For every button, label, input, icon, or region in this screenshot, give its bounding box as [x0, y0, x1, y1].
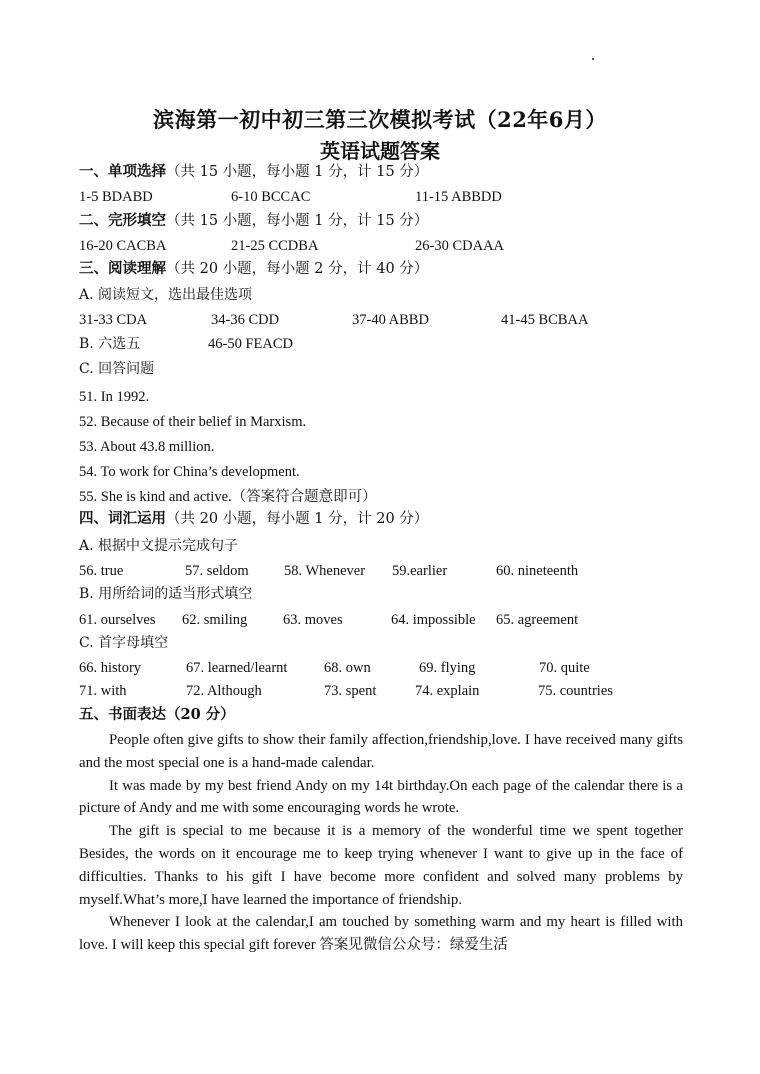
answer-51: 51. In 1992. [79, 389, 150, 405]
essay-paragraph-4 [79, 911, 683, 957]
answer-6-10: 6-10 BCCAC [231, 189, 311, 205]
essay-paragraph-3: The gift is special to me because it is a memory of the wonderful time we spent together Besides, the words on it encourage me to keep trying whenever I want to give up in the face of difficulties. Thanks to his gift I have become more confident and solved many problems by myself.What’s more,I have learned the importance of friendship. [79, 823, 683, 908]
answer-54: 54. To work for China’s development. [79, 464, 300, 480]
section-2-heading [79, 212, 428, 230]
essay-paragraph-2: It was made by my best friend Andy on my 14t birthday.On each page of the calendar there is a picture of Andy and me with some encouraging words he wrote. [79, 777, 683, 817]
answer-68: 68. own [324, 660, 371, 676]
section-3b-label: B. 六选五 [79, 336, 141, 352]
answer-16-20: 16-20 CACBA [79, 238, 167, 254]
answer-55: 55. She is kind and active.（答案符合题意即可） [79, 489, 377, 505]
answer-63: 63. moves [283, 612, 343, 628]
wechat-note: 答案见微信公众号：绿爱生活 [319, 937, 508, 954]
answer-62: 62. smiling [182, 612, 248, 628]
answer-64: 64. impossible [391, 612, 476, 628]
section-5-title: 五、书面表达（20 分） [79, 706, 235, 723]
section-4-heading [79, 510, 428, 528]
answer-67: 67. learned/learnt [186, 660, 288, 676]
section-1-title: 一、单项选择 [79, 163, 166, 180]
section-5-heading [79, 706, 235, 724]
answer-41-45: 41-45 BCBAA [501, 312, 589, 328]
answer-72: 72. Although [186, 683, 262, 699]
answer-31-33: 31-33 CDA [79, 312, 148, 328]
answer-37-40: 37-40 ABBD [352, 312, 429, 328]
section-2-title: 二、完形填空 [79, 212, 166, 229]
essay-paragraph-4-text: Whenever I look at the calendar,I am touched by something warm and my heart is filled with love. I will keep this special gift forever [79, 914, 683, 954]
section-3-title: 三、阅读理解 [79, 260, 166, 277]
answer-57: 57. seldom [185, 563, 249, 579]
essay-body [79, 729, 683, 957]
section-4b-label: B. 用所给词的适当形式填空 [79, 586, 253, 602]
answer-53: 53. About 43.8 million. [79, 439, 215, 455]
section-4c-label: C. 首字母填空 [79, 635, 169, 651]
answer-70: 70. quite [539, 660, 590, 676]
answer-65: 65. agreement [496, 612, 579, 628]
section-4-note: （共 20 小题，每小题 1 分，计 20 分） [166, 511, 429, 527]
section-1-note: （共 15 小题，每小题 1 分，计 15 分） [166, 164, 429, 180]
answer-60: 60. nineteenth [496, 563, 579, 579]
section-1-heading [79, 163, 428, 181]
answer-71: 71. with [79, 683, 127, 699]
speck-mark [592, 58, 594, 60]
answer-74: 74. explain [415, 683, 480, 699]
answer-11-15: 11-15 ABBDD [415, 189, 502, 205]
answer-61: 61. ourselves [79, 612, 156, 628]
section-3-note: （共 20 小题，每小题 2 分，计 40 分） [166, 261, 429, 277]
page-subtitle: 英语试题答案 [320, 139, 440, 163]
section-4-title: 四、词汇运用 [79, 510, 166, 527]
answer-26-30: 26-30 CDAAA [415, 238, 505, 254]
section-4a-label: A. 根据中文提示完成句子 [79, 538, 239, 554]
essay-paragraph-1: People often give gifts to show their family affection,friendship,love. I have received many gifts and the most special one is a hand-made calendar. [79, 732, 683, 771]
section-3a-label: A. 阅读短文，选出最佳选项 [79, 287, 253, 303]
answer-56: 56. true [79, 563, 124, 579]
section-3-heading [79, 260, 428, 278]
answer-1-5: 1-5 BDABD [79, 189, 153, 205]
answer-69: 69. flying [419, 660, 476, 676]
answer-75: 75. countries [538, 683, 613, 699]
answer-34-36: 34-36 CDD [211, 312, 280, 328]
page-title: 滨海第一初中初三第三次模拟考试（22年6月） [153, 107, 607, 132]
answer-73: 73. spent [324, 683, 377, 699]
section-3c-label: C. 回答问题 [79, 361, 155, 377]
section-2-note: （共 15 小题，每小题 1 分，计 15 分） [166, 213, 429, 229]
answer-52: 52. Because of their belief in Marxism. [79, 414, 307, 430]
answer-59: 59.earlier [392, 563, 448, 579]
answer-58: 58. Whenever [284, 563, 366, 579]
answer-21-25: 21-25 CCDBA [231, 238, 319, 254]
answer-66: 66. history [79, 660, 142, 676]
answer-46-50: 46-50 FEACD [208, 336, 293, 352]
